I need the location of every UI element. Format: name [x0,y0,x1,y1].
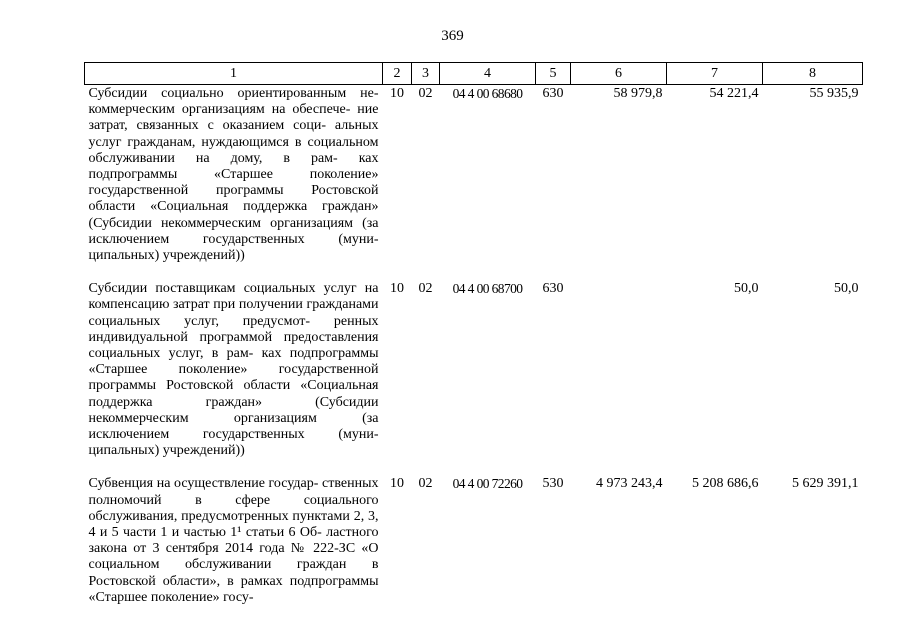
description-line: Субсидии поставщикам социальных услуг [88,281,357,297]
amount-col-8: 50,0 [834,281,859,297]
amount-col-7: 5 208 686,6 [692,476,759,492]
section-code: 10 [390,86,404,101]
subsection-code: 02 [418,86,433,101]
description-line: на компенсацию затрат при получении [88,281,379,313]
amount-col-6: 4 973 243,4 [596,476,663,492]
description-line: ках подпрограммы «Старшее поколение» [88,150,379,183]
description-line: альных услуг гражданам, нуждающимся в [88,118,379,150]
column-header: 2 [383,63,412,85]
target-article-code: 04 4 00 68700 [452,281,523,297]
description-line: (Субсидии некоммерческим организациям [88,394,379,426]
target-article-code: 04 4 00 68680 [452,86,523,101]
target-article-code: 04 4 00 72260 [452,476,523,492]
description-line: коммерческим организациям на обеспече- [88,102,351,118]
header-row [85,63,863,85]
description-line: Субсидии социально ориентированным не- [88,86,379,101]
table-row [85,85,863,281]
description-line: ние затрат, связанных с оказанием соци- [88,102,379,134]
description-line: гражданами социальных услуг, предусмот- [88,297,379,329]
description-line: обслуживания, предусмотренных пунктами [88,508,350,524]
amount-col-7: 54 221,4 [709,86,759,101]
column-header: 3 [412,63,440,85]
description-line: ках подпрограммы «Старшее поколение» [88,346,379,378]
expense-type-code: 630 [542,281,564,297]
description-line: (Субсидии некоммерческим организациям [88,215,354,231]
description-line: государственной программы Ростовской [88,183,379,199]
description-line: социальном обслуживании на дому, в рам- [88,134,379,166]
description-line: Субвенция на осуществление государ- [88,476,319,492]
amount-col-6 [571,280,667,475]
description-line: области «Социальная поддержка граждан» [88,199,379,215]
column-header: 1 [85,63,383,85]
amount-col-6: 58 979,8 [613,86,663,101]
row-description [85,475,383,622]
expense-type-code: 630 [542,86,564,101]
description-line: ственных полномочий в сфере социального [88,476,379,508]
column-header: 4 [440,63,536,85]
description-line: предоставления социальных услуг, в рам- [88,329,379,362]
subsection-code: 02 [418,476,433,492]
table-row [85,280,863,475]
amount-col-8: 55 935,9 [809,86,859,101]
description-line: граждан в Ростовской области», в рамках [88,557,379,589]
table-row [85,475,863,622]
description-line: области «Социальная поддержка граждан» [88,378,379,410]
description-line: ципальных) учреждений)) [88,443,245,459]
expense-type-code: 530 [542,476,564,492]
row-description [85,280,383,475]
budget-table [84,62,863,622]
column-header: 6 [571,63,667,85]
description-line: (за исключением государственных (муни- [88,215,379,247]
amount-col-8: 5 629 391,1 [792,476,859,492]
description-line: (за исключением государственных (муни- [88,410,379,443]
column-header: 8 [763,63,863,85]
description-line: государственной программы Ростовской [88,362,379,394]
description-line: 222-ЗС «О социальном обслуживании [88,541,379,573]
description-line: 2, 3, 4 и 5 части 1 и частью 1¹ статьи 6 Об- [88,508,379,541]
page-number: 369 [441,28,464,44]
description-line: ластного закона от 3 сентября 2014 года № [88,525,379,557]
row-description [85,85,383,281]
column-header: 7 [667,63,763,85]
column-header: 5 [536,63,571,85]
section-code: 10 [390,281,404,297]
description-line: ципальных) учреждений)) [88,248,245,264]
description-line: подпрограммы «Старшее поколение» госу- [88,573,379,605]
subsection-code: 02 [418,281,433,297]
amount-col-7: 50,0 [734,281,759,297]
description-line: ренных индивидуальной программой [88,313,379,345]
section-code: 10 [390,476,404,492]
